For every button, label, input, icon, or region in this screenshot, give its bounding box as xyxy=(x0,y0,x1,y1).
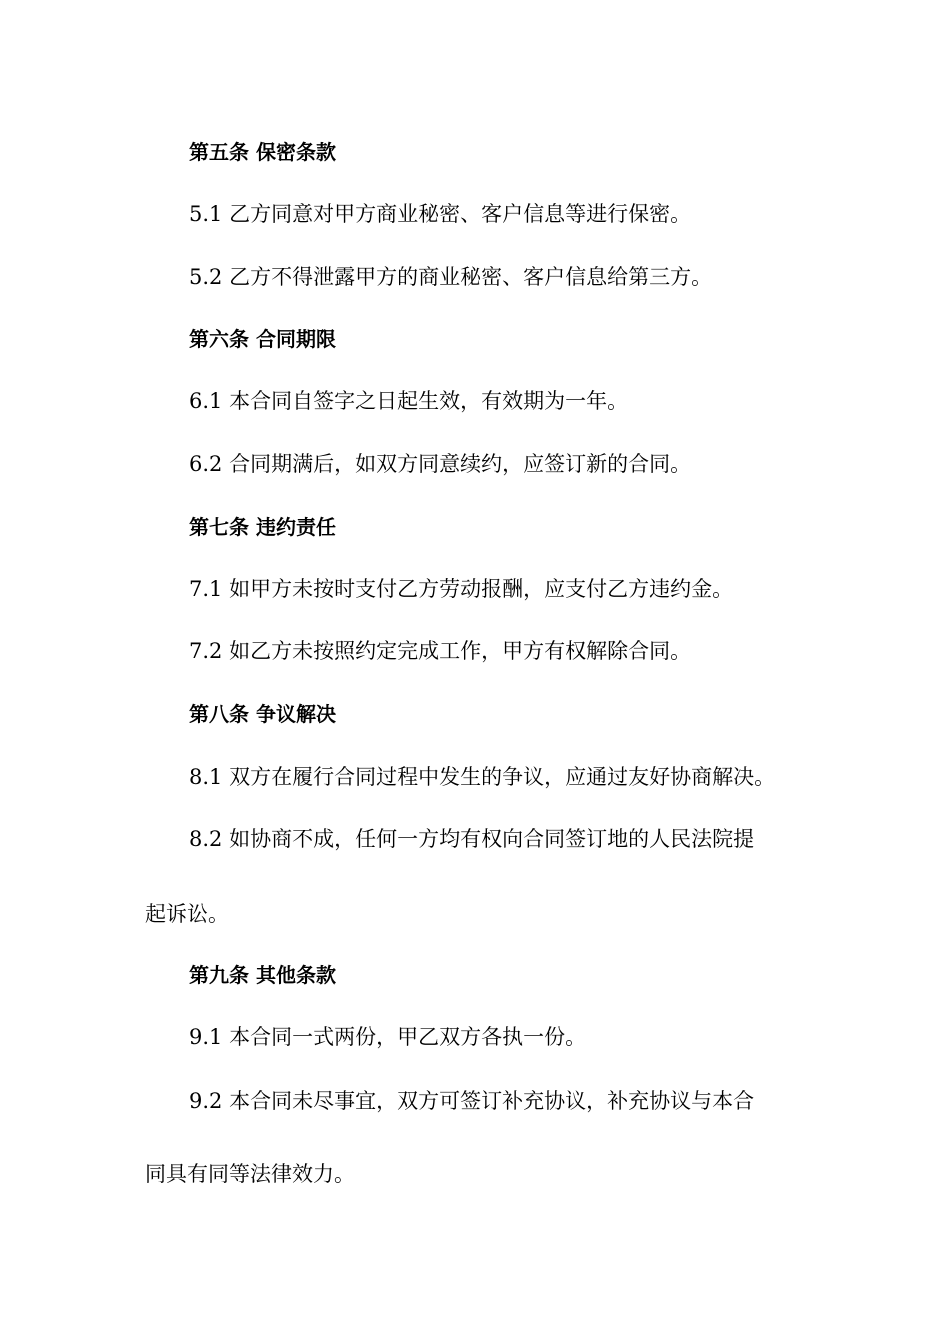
clause-7-2: 7.2 如乙方未按照约定完成工作，甲方有权解除合同。 xyxy=(189,639,692,663)
clause-9-1: 9.1 本合同一式两份，甲乙双方各执一份。 xyxy=(189,1025,587,1049)
clause-6-2: 6.2 合同期满后，如双方同意续约，应签订新的合同。 xyxy=(189,452,692,476)
section-heading-8: 第八条 争议解决 xyxy=(189,702,336,726)
clause-6-1: 6.1 本合同自签字之日起生效，有效期为一年。 xyxy=(189,389,629,413)
section-heading-7: 第七条 违约责任 xyxy=(189,515,336,539)
clause-8-2-continuation: 起诉讼。 xyxy=(145,902,229,926)
section-heading-9: 第九条 其他条款 xyxy=(189,963,336,987)
clause-5-2: 5.2 乙方不得泄露甲方的商业秘密、客户信息给第三方。 xyxy=(189,265,713,289)
clause-9-2: 9.2 本合同未尽事宜，双方可签订补充协议，补充协议与本合 xyxy=(189,1089,755,1113)
clause-7-1: 7.1 如甲方未按时支付乙方劳动报酬，应支付乙方违约金。 xyxy=(189,577,734,601)
clause-8-2: 8.2 如协商不成，任何一方均有权向合同签订地的人民法院提 xyxy=(189,827,755,851)
clause-5-1: 5.1 乙方同意对甲方商业秘密、客户信息等进行保密。 xyxy=(189,202,692,226)
clause-9-2-continuation: 同具有同等法律效力。 xyxy=(145,1162,355,1186)
section-heading-5: 第五条 保密条款 xyxy=(189,140,336,164)
section-heading-6: 第六条 合同期限 xyxy=(189,327,336,351)
clause-8-1: 8.1 双方在履行合同过程中发生的争议，应通过友好协商解决。 xyxy=(189,765,776,789)
